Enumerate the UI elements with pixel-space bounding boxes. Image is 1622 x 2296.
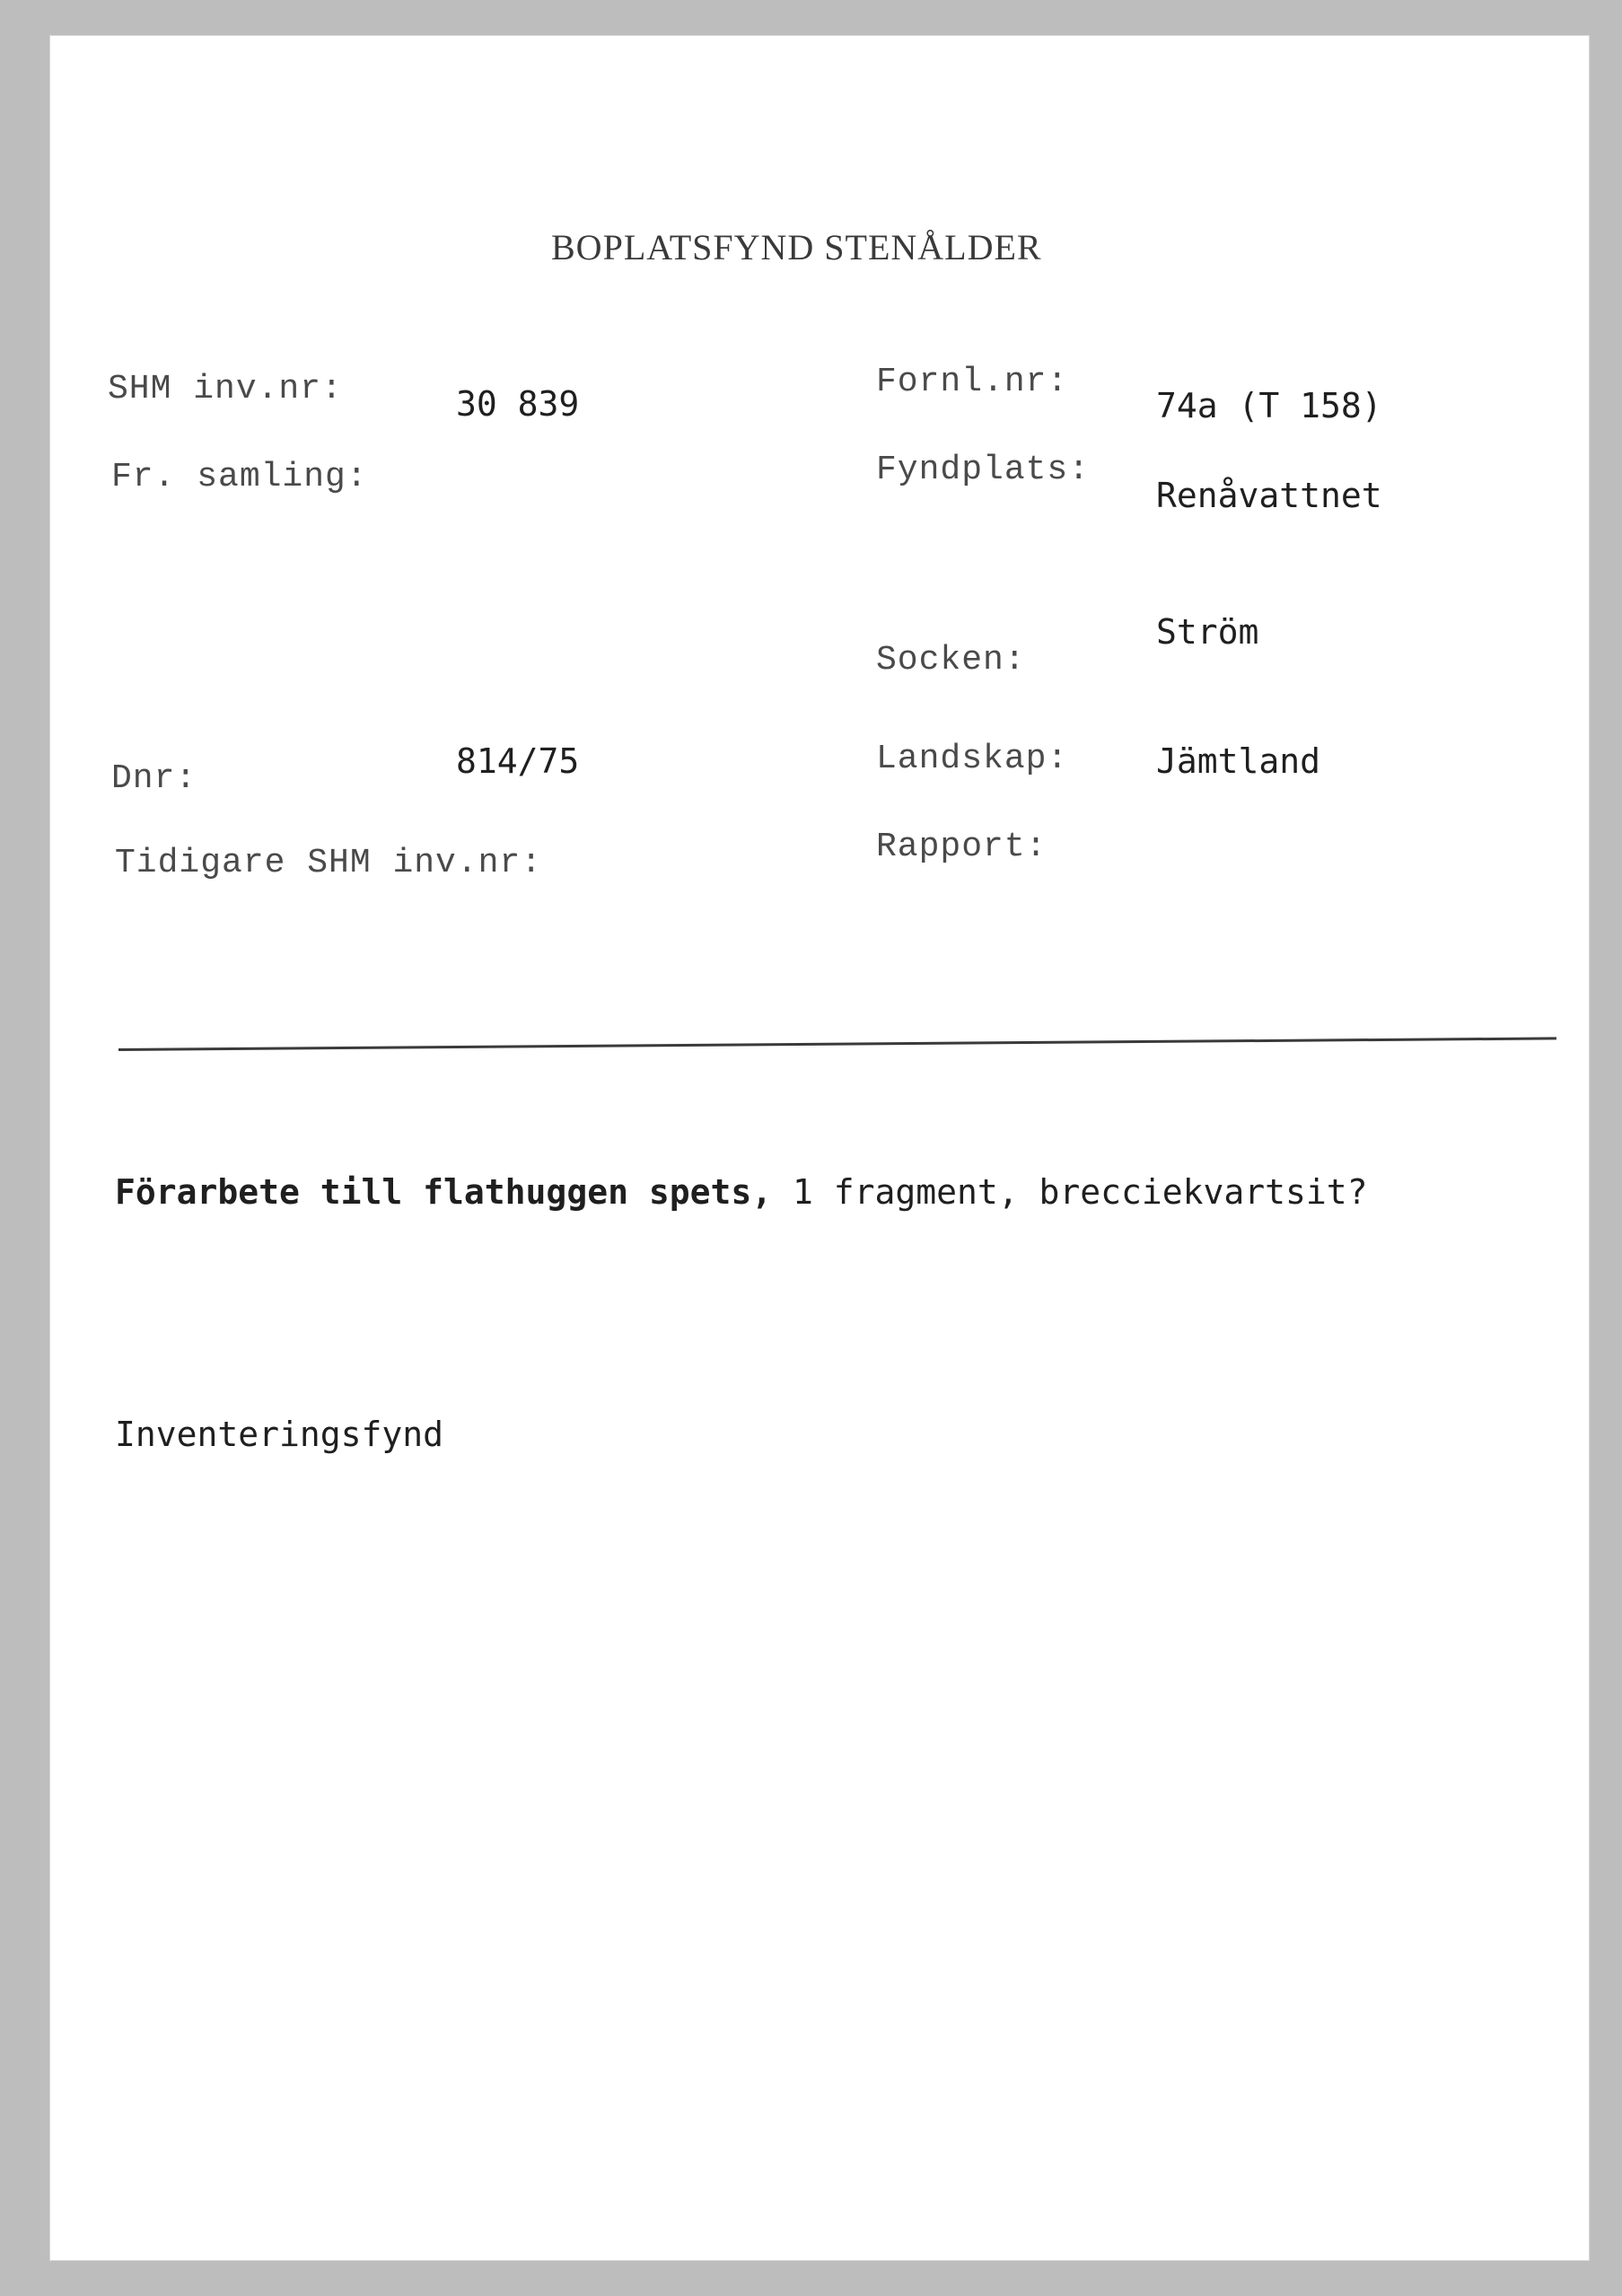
label-tidigare-shm-inv: Tidigare SHM inv.nr: [115, 844, 543, 882]
label-fr-samling: Fr. samling: [111, 458, 368, 496]
label-fyndplats: Fyndplats: [876, 451, 1091, 489]
catalog-card [50, 36, 1589, 2260]
value-socken: Ström [1156, 612, 1259, 652]
description-rest: 1 fragment, brecciekvartsit? [772, 1172, 1368, 1212]
label-dnr: Dnr: [111, 759, 197, 798]
label-fornl: Fornl.nr: [876, 363, 1069, 401]
label-socken: Socken: [876, 641, 1026, 679]
label-rapport: Rapport: [876, 828, 1048, 866]
note: Inventeringsfynd [115, 1415, 444, 1454]
card-title: BOPLATSFYND STENÅLDER [551, 227, 1042, 267]
description-bold: Förarbete till flathuggen spets, [115, 1172, 773, 1212]
divider-line [118, 1037, 1556, 1051]
label-shm-inv: SHM inv.nr: [108, 370, 343, 408]
value-landskap: Jämtland [1156, 741, 1321, 781]
description [115, 1172, 1368, 1212]
value-shm-inv: 30 839 [456, 384, 580, 424]
value-dnr: 814/75 [456, 741, 580, 781]
value-fornl: 74a (T 158) [1156, 386, 1382, 425]
value-fyndplats: Renåvattnet [1156, 476, 1382, 515]
label-landskap: Landskap: [876, 740, 1069, 778]
